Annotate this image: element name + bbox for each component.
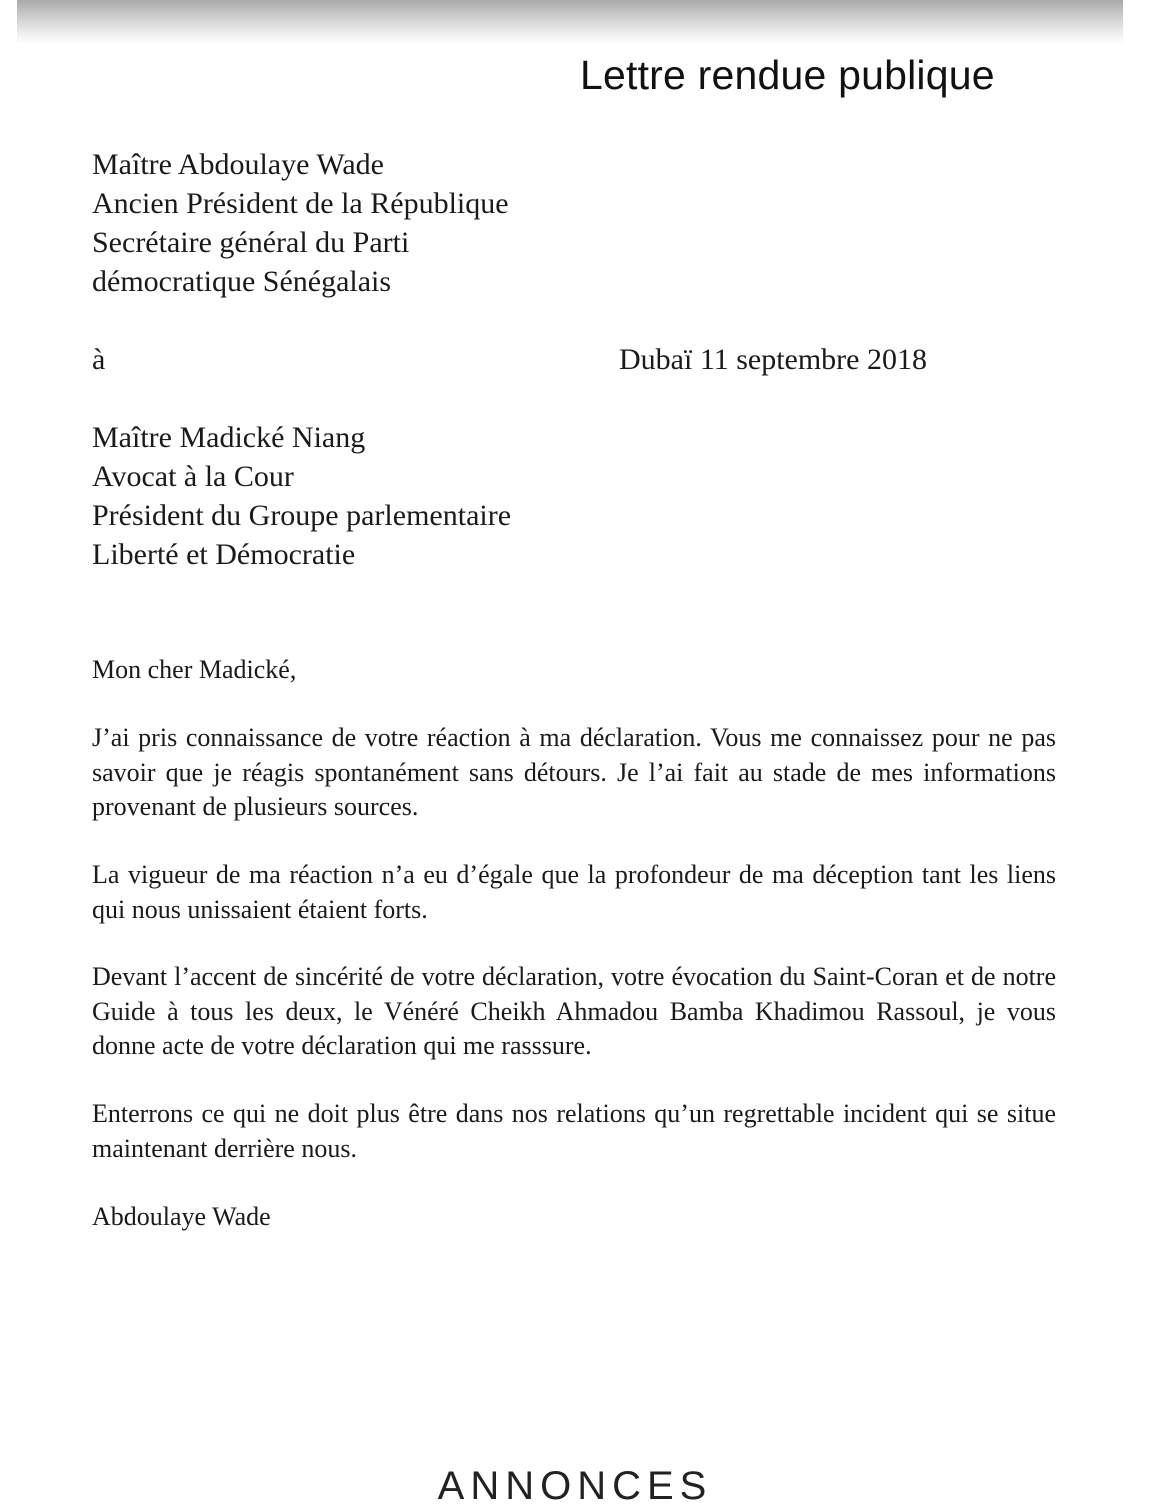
recipient-address-block — [92, 418, 511, 574]
body-paragraph: J’ai pris connaissance de votre réaction à ma déclaration. Vous me connaissez pour ne pas savoir que je réagis spontanément sans détours. Je l’ai fait au stade de mes informations provenant de plusieurs sources. — [92, 723, 1056, 821]
recipient-line: Liberté et Démocratie — [92, 538, 356, 571]
sender-line: démocratique Sénégalais — [92, 265, 392, 298]
sender-line: Ancien Président de la République — [92, 187, 509, 220]
recipient-line: Avocat à la Cour — [92, 460, 294, 493]
sender-address-block — [92, 145, 509, 301]
top-edge-shadow — [17, 0, 1123, 44]
body-paragraph: Devant l’accent de sincérité de votre déclaration, votre évocation du Saint-Coran et de notre Guide à tous les deux, le Vénéré Cheikh Ahmadou Bamba Khadimou Rassoul, je vous donne acte de votre déclaration qui me rasssure. — [92, 962, 1056, 1060]
recipient-line: Maître Madické Niang — [92, 421, 366, 454]
sender-line: Secrétaire général du Parti — [92, 226, 410, 259]
preposition-a: à — [92, 343, 106, 376]
place-date-line: Dubaï 11 septembre 2018 — [619, 343, 927, 376]
salutation: Mon cher Madické, — [92, 655, 297, 684]
annonces-section-heading: ANNONCES — [437, 1464, 713, 1508]
letter-title: Lettre rendue publique — [580, 52, 995, 98]
signature: Abdoulaye Wade — [92, 1202, 271, 1231]
sender-line: Maître Abdoulaye Wade — [92, 148, 384, 181]
recipient-line: Président du Groupe parlementaire — [92, 499, 512, 532]
body-paragraph: La vigueur de ma réaction n’a eu d’égale que la profondeur de ma déception tant les liens qui nous unissaient étaient forts. — [92, 860, 1056, 924]
body-paragraph: Enterrons ce qui ne doit plus être dans nos relations qu’un regrettable incident qui se situe maintenant derrière nous. — [92, 1099, 1056, 1163]
